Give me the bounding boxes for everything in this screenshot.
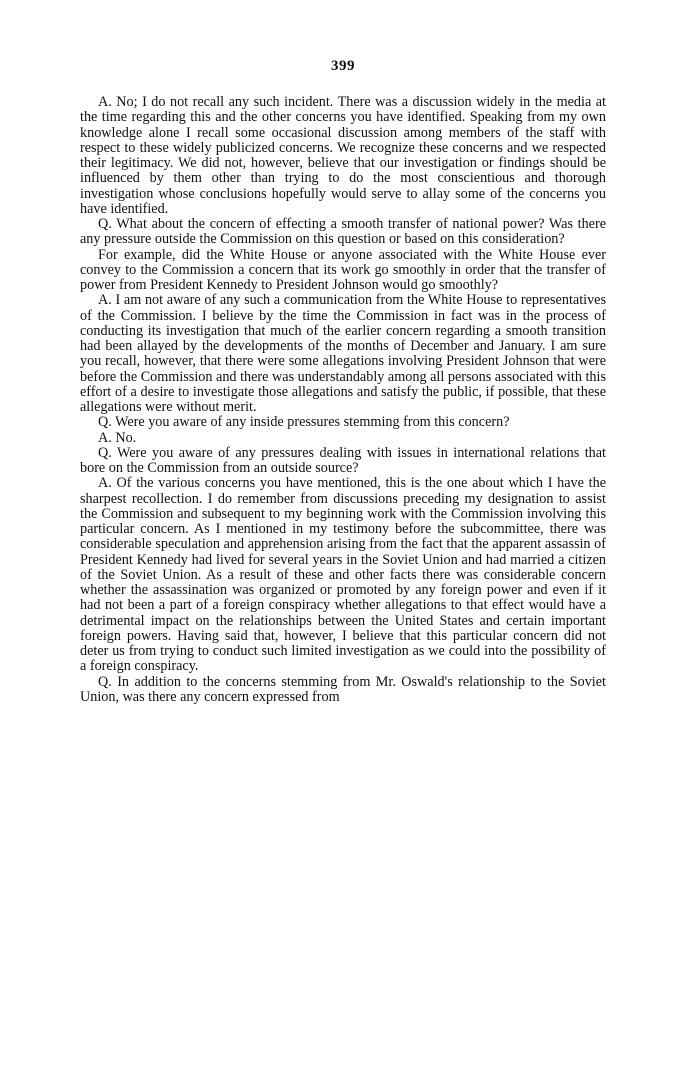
- question-paragraph-4: Q. Were you aware of any pressures dealing with issues in international relations that bore on the Commission from an outside source?: [80, 444, 606, 476]
- document-body: [80, 95, 606, 705]
- question-paragraph-2: For example, did the White House or anyone associated with the White House ever convey to the Commission a concern that its work go smoothly in order that the transfer of power from President Kennedy to President Johnson would go smoothly?: [80, 246, 606, 293]
- question-paragraph-1: Q. What about the concern of effecting a smooth transfer of national power? Was there any pressure outside the Commission on this question or based on this consideration?: [80, 216, 606, 248]
- answer-paragraph-1: A. No; I do not recall any such incident. There was a discussion widely in the media at the time regarding this and the other concerns you have identified. Speaking from my own knowledge alone I recall some occasional discussion among members of the staff with respect to these widely publicized concerns. We recognize these concerns and we respected their legitimacy. We did not, however, believe that our investigation or findings should be influenced by them other than trying to do the most conscientious and thorough investigation whose conclusions hopefully would serve to allay some of the concerns you have identified.: [80, 94, 606, 217]
- page-number: 399: [331, 58, 355, 74]
- answer-paragraph-3: A. No.: [98, 429, 137, 446]
- question-paragraph-5: Q. In addition to the concerns stemming from Mr. Oswald's relationship to the Soviet Union, was there any concern expressed from: [80, 673, 606, 705]
- answer-paragraph-4: A. Of the various concerns you have mentioned, this is the one about which I have the sharpest recollection. I do remember from discussions preceding my designation to assist the Commission and subsequent to my beginning work with the Commission involving this particular concern. As I mentioned in my testimony before the subcommittee, there was considerable speculation and apprehension arising from the fact that the apparent assassin of President Kennedy had lived for several years in the Soviet Union and had married a citizen of the Soviet Union. As a result of these and other facts there was considerable concern whether the assassination was organized or promoted by any foreign power and even if it had not been a part of a foreign conspiracy whether allegations to that effect would have a detrimental impact on the relationships between the United States and certain important foreign powers. Having said that, however, I believe that this particular concern did not deter us from trying to conduct such limited investigation as we could into the possibility of a foreign conspiracy.: [80, 475, 606, 675]
- answer-paragraph-2: A. I am not aware of any such a communication from the White House to representatives of the Commission. I believe by the time the Commission in fact was in the process of conducting its investigation that much of the earlier concern regarding a smooth transition had been allayed by the developments of the months of December and January. I am sure you recall, however, that there were some allegations involving President Johnson that were before the Commission and there was understandably among all persons associated with this effort of a desire to investigate those allegations and satisfy the public, if possible, that these allegations were without merit.: [80, 292, 606, 415]
- question-paragraph-3: Q. Were you aware of any inside pressures stemming from this concern?: [98, 414, 510, 431]
- document-page: [80, 58, 606, 705]
